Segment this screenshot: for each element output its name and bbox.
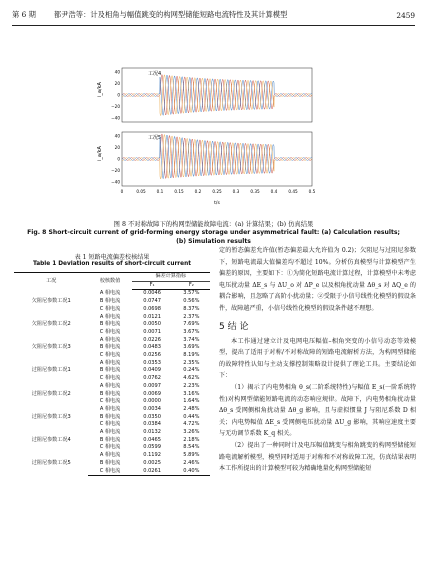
f2-cell: 3.26% [183, 429, 200, 436]
paragraph: 本工作通过建立计及电网电压幅值–相角突变的小信号动态等效模型，提出了适用于对称/不对称故障的短路电流解析方法，为构网型储能的故障特性认知与主动支撑控制策略设计提供了理论工具。主要结论如下： [219, 337, 416, 380]
y-tick-label: −40 [111, 115, 120, 121]
y-tick-label: 40 [114, 133, 120, 139]
y-tick-label: −40 [111, 179, 120, 185]
f2-cell: 3.16% [183, 390, 200, 397]
y-axis-label: i_a/kA [97, 146, 103, 161]
f1-cell: 0.0261 [132, 468, 173, 476]
x-tick-label: 0.25 [212, 189, 222, 194]
phase-cell: A 相电流 [99, 452, 121, 459]
f1-cell: 0.0121 [143, 313, 162, 320]
f1-cell: 0.0046 [143, 290, 162, 297]
f2-cell: 3.69% [183, 344, 200, 351]
phase-cell: C 相电流 [99, 305, 121, 312]
section-heading: 5 结 论 [219, 321, 249, 332]
col-header-phase: 校核数值 [88, 273, 131, 290]
f2-cell: 4.72% [183, 421, 200, 428]
f1-cell: 0.1192 [143, 452, 162, 459]
y-tick-label: −20 [111, 104, 120, 109]
phase-cell: C 相电流 [99, 444, 121, 451]
subplot-label: 工况4 [148, 71, 162, 77]
f1-cell: 0.0000 [143, 398, 162, 405]
table-row [14, 290, 210, 298]
x-tick-label: 0.5 [308, 189, 316, 194]
f2-cell: 2.23% [183, 382, 200, 389]
table-row [14, 406, 210, 414]
f1-cell: 0.0483 [143, 344, 162, 351]
f2-cell: 2.48% [183, 405, 200, 412]
f1-cell: 0.0409 [143, 367, 162, 374]
x-tick-label: 0.05 [136, 189, 146, 194]
phase-cell: B 相电流 [99, 390, 121, 397]
deviation-table [14, 272, 210, 476]
case-name-cell: 过阻尼参数工况3 [31, 413, 71, 420]
y-tick-label: 0 [117, 92, 120, 98]
running-title: 都尹浩等：计及相角与幅值跳变的构网型储能短路电流特性及其计算模型 [53, 10, 288, 19]
f1-cell: 0.0599 [143, 444, 162, 451]
f2-cell: 3.67% [183, 328, 200, 335]
f1-cell: 0.0762 [143, 375, 162, 382]
f2-cell: 3.74% [183, 336, 200, 343]
phase-cell: C 相电流 [88, 468, 131, 476]
f2-cell: 2.37% [183, 313, 200, 320]
phase-cell: C 相电流 [99, 421, 121, 428]
subplot-case4 [97, 68, 312, 122]
phase-cell: A 相电流 [99, 359, 121, 366]
phase-cell: A 相电流 [99, 290, 121, 297]
right-column-text [219, 245, 416, 475]
f1-cell: 0.0384 [143, 421, 162, 428]
f2-cell: 4.62% [183, 375, 200, 382]
case-name-cell: 欠阻尼参数工况1 [31, 297, 71, 304]
phase-cell: B 相电流 [99, 367, 121, 374]
case-name-cell: 过阻尼参数工况1 [31, 367, 71, 374]
phase-cell: C 相电流 [99, 398, 121, 405]
f2-cell: 0.56% [183, 298, 200, 305]
table-row [14, 383, 210, 391]
f1-cell: 0.0034 [143, 405, 162, 412]
f1-cell: 0.0465 [143, 436, 162, 443]
y-tick-label: −20 [111, 168, 120, 173]
fault-current-figure [92, 64, 334, 212]
case-name-cell: 欠阻尼参数工况2 [31, 321, 71, 328]
col-header-f2: F₂ [173, 281, 210, 290]
phase-cell: C 相电流 [99, 375, 121, 382]
case-name-cell: 过阻尼参数工况4 [31, 436, 71, 443]
f1-cell: 0.0069 [143, 390, 162, 397]
f1-cell: 0.0747 [143, 298, 162, 305]
f2-cell: 0.44% [183, 413, 200, 420]
y-tick-label: 20 [114, 81, 120, 86]
f2-cell: 8.19% [183, 352, 200, 359]
paragraph: 定的暂态偏差允许值(暂态偏差最大允许值为 0.2)；欠阻尼与过阻尼参数下，短路电流最大值偏差均不超过 10%。分析仿真模型与计算模型产生偏差的原因，主要如下：①为简化短路电流计算过程，计算模型中未考虑电压扰动量 ΔE_s 与 ΔU_o 对 ΔP_e 以及相角扰动量 Δθ_s 对 ΔQ_e 的耦合影响，且忽略了高阶小扰动量；②受限于小信号线性化模型的假设条件，故障越严重，小信号线性化模型的假设条件越不理想。 [219, 247, 416, 312]
case-name-cell: 欠阻尼参数工况3 [31, 344, 71, 351]
phase-cell: A 相电流 [99, 382, 121, 389]
phase-cell: C 相电流 [99, 328, 121, 335]
phase-cell: B 相电流 [99, 298, 121, 305]
phase-cell: A 相电流 [99, 405, 121, 412]
f1-cell: 0.0071 [143, 328, 162, 335]
phase-cell: C 相电流 [99, 352, 121, 359]
phase-cell: B 相电流 [99, 459, 121, 466]
x-tick-label: 0.45 [288, 189, 298, 194]
f2-cell: 8.54% [183, 444, 200, 451]
figure-caption-en: Fig. 8 Short-circuit current of grid-forming energy storage under asymmetrical fault: (a) Calculation results; (b) Simulation results [27, 229, 400, 245]
phase-cell: A 相电流 [99, 429, 121, 436]
f2-cell: 8.37% [183, 305, 200, 312]
f2-cell: 3.57% [183, 290, 200, 297]
y-tick-label: 0 [117, 156, 120, 162]
f1-cell: 0.0025 [143, 459, 162, 466]
col-header-group: 偏差计算指标 [132, 273, 210, 282]
x-tick-label: 0.15 [174, 189, 184, 194]
f1-cell: 0.0353 [143, 359, 162, 366]
table-row [14, 429, 210, 437]
table-row [14, 452, 210, 460]
y-tick-label: 40 [114, 69, 120, 75]
f2-cell: 0.24% [183, 367, 200, 374]
col-header-case: 工况 [14, 273, 88, 290]
phase-cell: A 相电流 [99, 313, 121, 320]
f1-cell: 0.0097 [143, 382, 162, 389]
f1-cell: 0.0226 [143, 336, 162, 343]
x-tick-label: 0 [120, 189, 124, 194]
f1-cell: 0.0698 [143, 305, 162, 312]
y-tick-label: 20 [114, 145, 120, 150]
f2-cell: 0.40% [173, 468, 210, 476]
paragraph: （2）提出了一种同时计及电压幅值跳变与相角跳变的构网型储能短路电流解析模型，模型同时适用于对称和不对称故障工况，仿真结果表明本工作所提出的计算模型可较为精确地量化构网型储能短 [219, 441, 416, 473]
figure-caption-cn: 图 8 不对称故障下的构网型储能故障电流：(a) 计算结果；(b) 仿真结果 [113, 221, 314, 228]
f1-cell: 0.0350 [143, 413, 162, 420]
f2-cell: 2.46% [183, 459, 200, 466]
table-body [14, 290, 210, 476]
subplot-case5 [97, 132, 312, 186]
x-axis-label: t/s [214, 201, 220, 206]
phase-cell: B 相电流 [99, 321, 121, 328]
f1-cell: 0.0132 [143, 429, 162, 436]
subplot-label: 工况5 [148, 135, 162, 141]
y-axis-label: i_a/kA [97, 82, 103, 97]
table-title-en: Table 1 Deviation results of short-circuit current [32, 261, 191, 267]
issue-number: 第 6 期 [12, 10, 36, 19]
f2-cell: 5.89% [183, 452, 200, 459]
phase-cell: B 相电流 [99, 436, 121, 443]
f2-cell: 1.64% [183, 398, 200, 405]
f2-cell: 7.69% [183, 321, 200, 328]
phase-cell: A 相电流 [99, 336, 121, 343]
x-tick-label: 0.4 [270, 189, 278, 194]
page-number: 2459 [396, 10, 415, 20]
f2-cell: 2.35% [183, 359, 200, 366]
x-tick-label: 0.3 [232, 189, 240, 194]
f1-cell: 0.0256 [143, 352, 162, 359]
running-header [12, 8, 415, 26]
x-tick-label: 0.1 [156, 189, 164, 194]
case-name-cell: 过阻尼参数工况5 [31, 460, 71, 467]
x-tick-label: 0.2 [194, 189, 202, 194]
x-tick-label: 0.35 [250, 189, 260, 194]
f2-cell: 2.18% [183, 436, 200, 443]
table-title-cn: 表 1 短路电流偏差校核结果 [74, 254, 150, 261]
phase-cell: B 相电流 [99, 344, 121, 351]
paragraph: （1）揭示了内电势相角 θ_s(二阶系统特性)与幅值 E_s(一阶系统特性)对构网型储能短路电流的动态响应规律。故障下，内电势相角扰动量 Δθ_s 受网侧相角扰动量 Δθ_g 影响，且与虚拟惯量 J 与阻尼系数 D 相关；内电势幅值 ΔE_s 受网侧电压扰动量 ΔU_g 影响，其响应速度主要与无功调节系数 K_q 相关。 [219, 383, 416, 438]
phase-cell: B 相电流 [99, 413, 121, 420]
f1-cell: 0.0050 [143, 321, 162, 328]
col-header-f1: F₁ [132, 281, 173, 290]
case-name-cell: 过阻尼参数工况2 [31, 390, 71, 397]
